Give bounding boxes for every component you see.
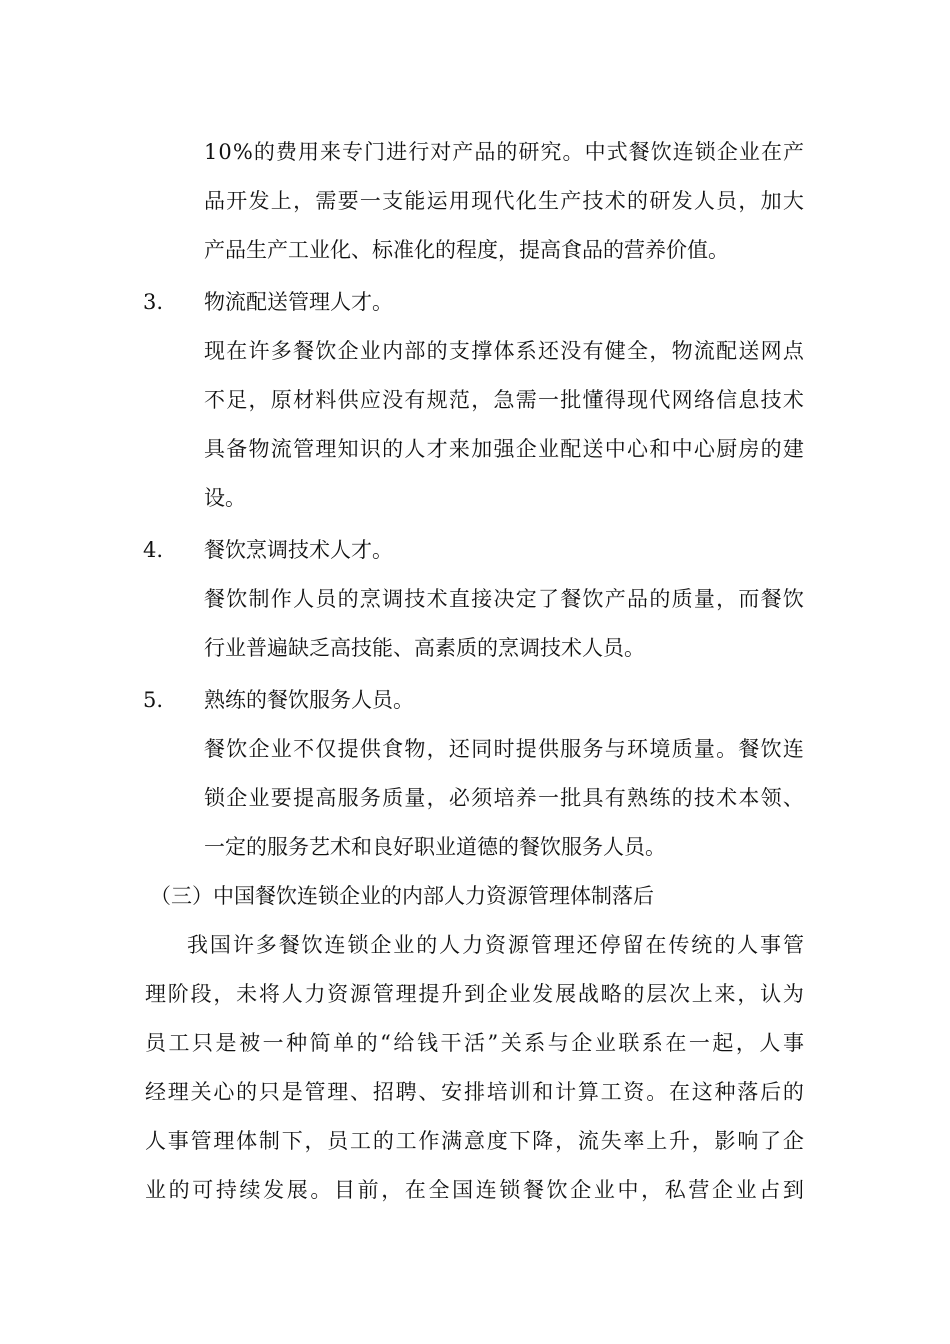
paragraph-line: 我 国 许 多 餐 饮 连 锁 企 业 的 人 力 资 源 管 理 还 停 留 在 传 统 的 人 事 管: [187, 933, 804, 957]
list-item-title: 餐饮烹调技术人才。: [204, 538, 393, 562]
paragraph-line: 不 足 ， 原 材 料 供 应 没 有 规 范 ， 急 需 一 批 懂 得 现 代 网 络 信 息 技 术: [204, 388, 804, 412]
paragraph-line: 人 事 管 理 体 制 下 ， 员 工 的 工 作 满 意 度 下 降 ， 流 失 率 上 升 ， 影 响 了 企: [145, 1129, 804, 1153]
paragraph-line: 餐 饮 制 作 人 员 的 烹 调 技 术 直 接 决 定 了 餐 饮 产 品 的 质 量 ， 而 餐 饮: [204, 587, 804, 611]
paragraph-line: 行业普遍缺乏高技能、高素质的烹调技术人员。: [204, 636, 645, 660]
paragraph-line: 员 工 只 是 被 一 种 简 单 的 “ 给 钱 干 活 ” 关 系 与 企 业 联 系 在 一 起 ， 人 事: [145, 1031, 804, 1055]
list-number: 4.: [143, 538, 164, 562]
list-number: 5.: [143, 688, 164, 712]
paragraph-line: 经 理 关 心 的 只 是 管 理 、 招 聘 、 安 排 培 训 和 计 算 工 资 。 在 这 种 落 后 的: [145, 1080, 804, 1104]
paragraph-line: 餐 饮 企 业 不 仅 提 供 食 物 ， 还 同 时 提 供 服 务 与 环 境 质 量 。 餐 饮 连: [204, 737, 804, 761]
paragraph-line: 锁 企 业 要 提 高 服 务 质 量 ， 必 须 培 养 一 批 具 有 熟 练 的 技 术 本 领 、: [204, 786, 804, 810]
paragraph-line: 现 在 许 多 餐 饮 企 业 内 部 的 支 撑 体 系 还 没 有 健 全 ， 物 流 配 送 网 点: [204, 339, 804, 363]
list-item-title: 熟练的餐饮服务人员。: [204, 688, 414, 712]
paragraph-line: 产品生产工业化、标准化的程度，提高食品的营养价值。: [204, 238, 729, 262]
paragraph-line: 品 开 发 上 ， 需 要 一 支 能 运 用 现 代 化 生 产 技 术 的 研 发 人 员 ， 加 大: [204, 189, 804, 213]
paragraph-line: 设。: [204, 486, 246, 510]
list-number: 3.: [143, 290, 164, 314]
list-item-title: 物流配送管理人才。: [204, 290, 393, 314]
paragraph-line: 理 阶 段 ， 未 将 人 力 资 源 管 理 提 升 到 企 业 发 展 战 略 的 层 次 上 来 ， 认 为: [145, 982, 804, 1006]
paragraph-line: 一定的服务艺术和良好职业道德的餐饮服务人员。: [204, 835, 666, 859]
paragraph-line: 具 备 物 流 管 理 知 识 的 人 才 来 加 强 企 业 配 送 中 心 和 中 心 厨 房 的 建: [204, 437, 804, 461]
section-heading: （三）中国餐饮连锁企业的内部人力资源管理体制落后: [150, 884, 654, 908]
paragraph-line: 1 0 % 的 费 用 来 专 门 进 行 对 产 品 的 研 究 。 中 式 餐 饮 连 锁 企 业 在 产: [204, 140, 804, 164]
paragraph-line: 业 的 可 持 续 发 展 。 目 前 ， 在 全 国 连 锁 餐 饮 企 业 中 ， 私 营 企 业 占 到: [145, 1178, 804, 1202]
